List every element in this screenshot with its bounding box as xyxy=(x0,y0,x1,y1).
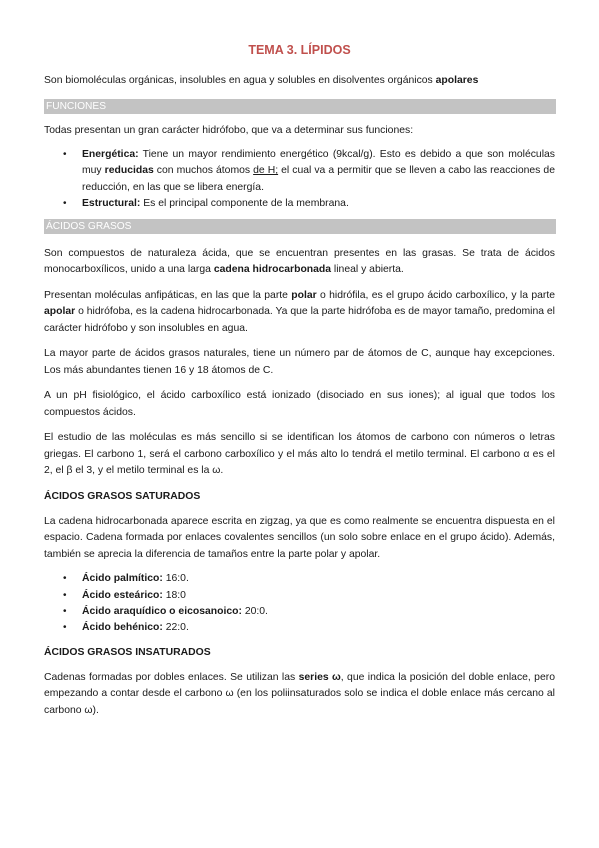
page-title: TEMA 3. LÍPIDOS xyxy=(248,43,351,57)
paragraph: El estudio de las moléculas es más sencillo si se identifican los átomos de carbono con números o letras griegas. El carbono 1, será el carbono carboxílico y el más alto lo tendrá el metilo terminal. El carbono α es el 2, el β el 3, y el metilo terminal es la ω. xyxy=(44,432,555,477)
list-item: • Ácido behénico: 22:0. xyxy=(82,620,555,636)
list-item: • Energética: Tiene un mayor rendimiento energético (9kcal/g). Esto es debido a que son moléculas muy reducidas con muchos átomos de H; el cual va a permitir que se lleven a cabo las reacciones de reducción, en las que se libera energía. xyxy=(63,149,555,193)
subheading-saturados: ÁCIDOS GRASOS SATURADOS xyxy=(44,490,201,502)
paragraph: A un pH fisiológico, el ácido carboxílico está ionizado (disociado en sus iones); al igual que todos los compuestos ácidos. xyxy=(44,390,555,418)
bullet-icon: • xyxy=(63,198,67,210)
paragraph: Presentan moléculas anfipáticas, en las que la parte polar o hidrófila, es el grupo ácido carboxílico, y la parte apolar o hidrófoba, es la cadena hidrocarbonada. Ya que la parte hidrófoba es de mayor tamaño, predomina el carácter hidrófobo y son insolubles en agua. xyxy=(44,289,556,334)
paragraph: La mayor parte de ácidos grasos naturales, tiene un número par de átomos de C, aunque hay excepciones. Los más abundantes tienen 16 y 18 átomos de C. xyxy=(44,348,555,376)
intro-paragraph: Son biomoléculas orgánicas, insolubles en agua y solubles en disolventes orgánicos apolares xyxy=(44,75,479,86)
bullet-icon: • xyxy=(63,622,67,634)
paragraph: Son compuestos de naturaleza ácida, que se encuentran presentes en las grasas. Se trata de ácidos monocarboxílicos, unido a una larga cadena hidrocarbonada lineal y abierta. xyxy=(44,247,555,276)
paragraph: Cadenas formadas por dobles enlaces. Se utilizan las series ω, que indica la posición del doble enlace, pero empezando a contar desde el carbono ω (en los poliinsaturados solo se indica el doble enlace más cercano al carbono ω). xyxy=(44,671,555,716)
funciones-list xyxy=(44,147,555,213)
list-item: • Ácido araquídico o eicosanoico: 20:0. xyxy=(82,604,555,620)
bullet-icon: • xyxy=(63,573,67,585)
funciones-intro: Todas presentan un gran carácter hidrófobo, que va a determinar sus funciones: xyxy=(44,124,414,136)
list-item: • Ácido palmítico: 16:0. xyxy=(82,571,555,587)
list-item: • Estructural: Es el principal componente de la membrana. xyxy=(82,196,555,212)
subheading-insaturados: ÁCIDOS GRASOS INSATURADOS xyxy=(44,646,211,658)
bullet-icon: • xyxy=(63,589,67,601)
paragraph: La cadena hidrocarbonada aparece escrita en zigzag, ya que es como realmente se encuentra dispuesta en el espacio. Cadena formada por enlaces covalentes sencillos (un solo sobre enlace en el grupo ácido). Además, también se aprecia la diferencia de tamaños entre la parte polar y apolar. xyxy=(44,515,555,560)
saturados-list xyxy=(44,571,555,637)
section-header-funciones: FUNCIONES xyxy=(44,99,556,114)
bullet-icon: • xyxy=(63,605,67,617)
list-item: • Ácido esteárico: 18:0 xyxy=(82,588,555,604)
section-header-acidos-grasos: ÁCIDOS GRASOS xyxy=(44,219,556,234)
bullet-icon: • xyxy=(63,149,67,160)
